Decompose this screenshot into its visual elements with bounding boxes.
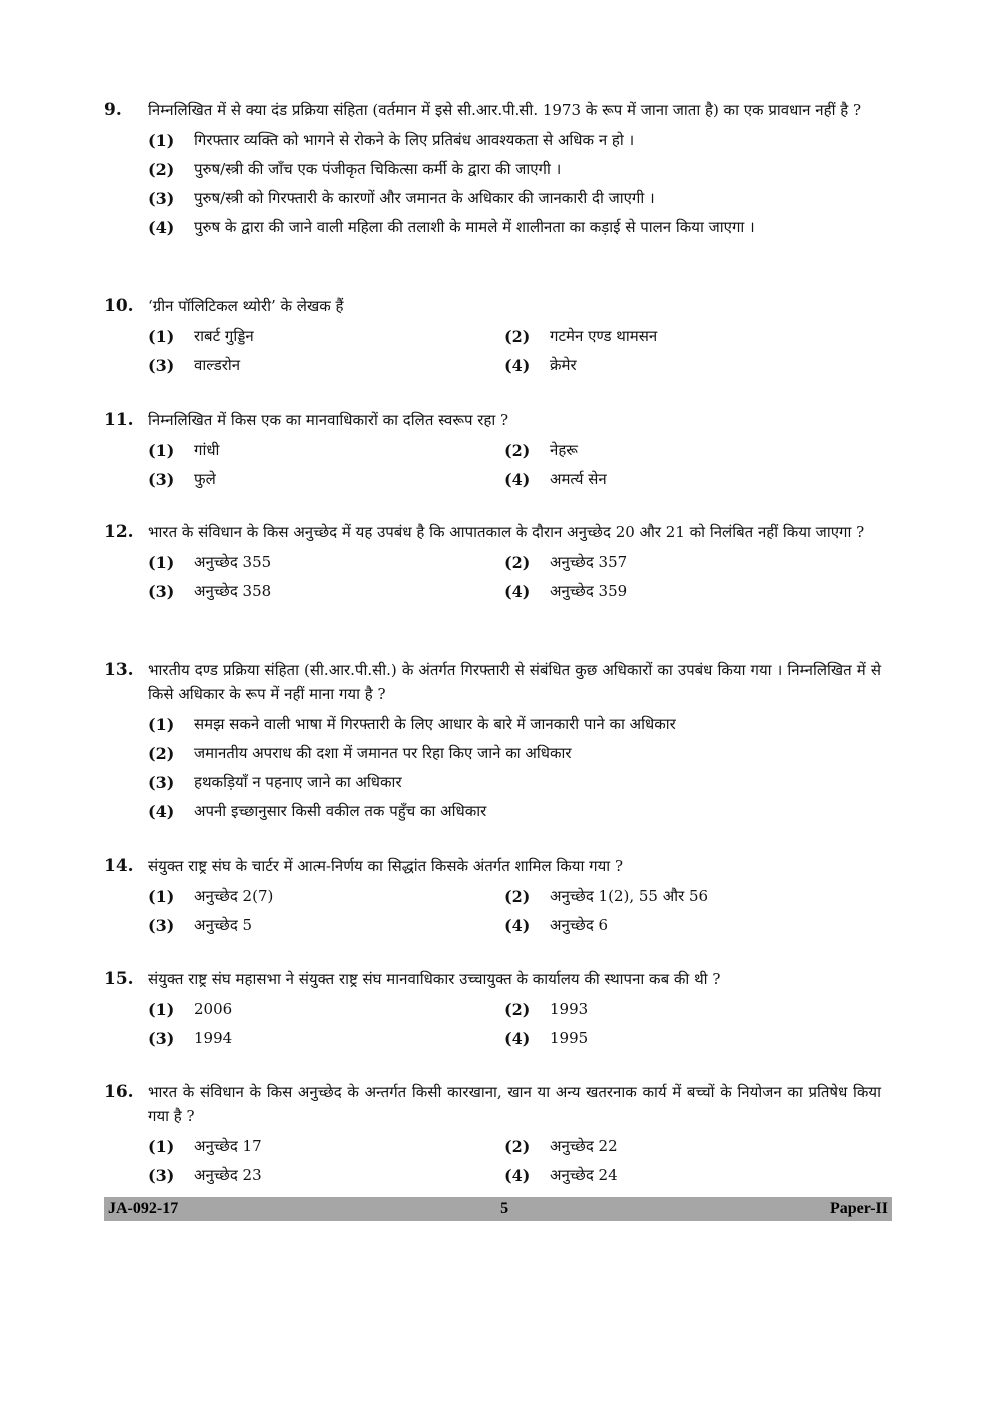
option-2 — [504, 548, 884, 577]
option-number: (1) — [148, 1000, 175, 1019]
option-3 — [148, 577, 504, 606]
option-4 — [504, 351, 884, 380]
option-number: (4) — [504, 582, 531, 601]
options-grid — [148, 882, 884, 940]
option-text: गांधी — [194, 441, 220, 459]
option-number: (3) — [148, 582, 175, 601]
option-number: (4) — [504, 470, 531, 489]
options-list — [148, 126, 884, 242]
option-text: समझ सकने वाली भाषा में गिरफ्तारी के लिए आधार के बारे में जानकारी पाने का अधिकार — [194, 715, 676, 733]
option-3 — [148, 1161, 504, 1190]
option-number: (1) — [148, 327, 175, 346]
options-grid — [148, 548, 884, 606]
option-3 — [148, 1024, 504, 1053]
option-text: नेहरू — [550, 441, 578, 459]
question-14 — [104, 854, 884, 940]
option-text: अनुच्छेद 24 — [550, 1166, 618, 1184]
option-text: अनुच्छेद 359 — [550, 582, 628, 600]
option-2 — [504, 995, 884, 1024]
question-text: भारतीय दण्ड प्रक्रिया संहिता (सी.आर.पी.सी.) के अंतर्गत गिरफ्तारी से संबंधित कुछ अधिकारों का उपबंध किया गया । निम्नलिखित में से किसे अधिकार के रूप में नहीं माना गया है ? — [148, 661, 881, 703]
question-number: 16. — [104, 1082, 134, 1102]
option-text: गिरफ्तार व्यक्ति को भागने से रोकने के लिए प्रतिबंध आवश्यकता से अधिक न हो । — [194, 131, 635, 149]
question-number: 15. — [104, 969, 134, 989]
option-4 — [148, 797, 884, 826]
option-number: (3) — [148, 916, 175, 935]
options-grid — [148, 1132, 884, 1190]
options-grid — [148, 436, 884, 494]
option-number: (2) — [504, 327, 531, 346]
option-number: (3) — [148, 1166, 175, 1185]
option-text: पुरुष के द्वारा की जाने वाली महिला की तलाशी के मामले में शालीनता का कड़ाई से पालन किया जाएगा । — [194, 218, 755, 236]
option-2 — [504, 436, 884, 465]
option-text: अनुच्छेद 358 — [194, 582, 272, 600]
option-1 — [148, 710, 884, 739]
option-text: अनुच्छेद 22 — [550, 1137, 618, 1155]
question-16 — [104, 1080, 884, 1190]
option-4 — [504, 911, 884, 940]
option-2 — [148, 739, 884, 768]
question-text: ‘ग्रीन पॉलिटिकल थ्योरी’ के लेखक हैं — [148, 297, 344, 315]
option-4 — [504, 577, 884, 606]
option-number: (2) — [148, 744, 175, 763]
option-text: पुरुष/स्त्री को गिरफ्तारी के कारणों और जमानत के अधिकार की जानकारी दी जाएगी । — [194, 189, 655, 207]
question-text: भारत के संविधान के किस अनुच्छेद के अन्तर्गत किसी कारखाना, खान या अन्य खतरनाक कार्य में बच्चों के नियोजन का प्रतिषेध किया गया है ? — [148, 1083, 881, 1125]
option-2 — [148, 155, 884, 184]
option-1 — [148, 436, 504, 465]
question-number: 9. — [104, 100, 122, 120]
option-1 — [148, 995, 504, 1024]
option-number: (2) — [504, 887, 531, 906]
option-text: अनुच्छेद 6 — [550, 916, 609, 934]
option-number: (2) — [504, 553, 531, 572]
option-text: 1995 — [550, 1029, 589, 1047]
question-12 — [104, 520, 884, 606]
question-number: 12. — [104, 522, 134, 542]
option-number: (2) — [504, 1000, 531, 1019]
question-11 — [104, 408, 884, 494]
option-2 — [504, 322, 884, 351]
option-number: (2) — [504, 1137, 531, 1156]
option-number: (3) — [148, 356, 175, 375]
option-text: अनुच्छेद 23 — [194, 1166, 262, 1184]
option-4 — [504, 1161, 884, 1190]
options-list — [148, 710, 884, 826]
option-text: पुरुष/स्त्री की जाँच एक पंजीकृत चिकित्सा कर्मी के द्वारा की जाएगी । — [194, 160, 562, 178]
question-text: निम्नलिखित में किस एक का मानवाधिकारों का दलित स्वरूप रहा ? — [148, 411, 509, 429]
question-number: 14. — [104, 856, 134, 876]
question-text: संयुक्त राष्ट्र संघ महासभा ने संयुक्त राष्ट्र संघ मानवाधिकार उच्चायुक्त के कार्यालय की स्थापना कब की थी ? — [148, 970, 721, 988]
option-1 — [148, 882, 504, 911]
question-15 — [104, 967, 884, 1053]
option-number: (4) — [148, 218, 175, 237]
question-text: भारत के संविधान के किस अनुच्छेद में यह उपबंध है कि आपातकाल के दौरान अनुच्छेद 20 और 21 को निलंबित नहीं किया जाएगा ? — [148, 523, 865, 541]
page-footer — [104, 1197, 892, 1221]
question-10 — [104, 294, 884, 380]
option-text: अनुच्छेद 2(7) — [194, 887, 274, 905]
option-text: गटमेन एण्ड थामसन — [550, 327, 658, 345]
option-text: फुले — [194, 470, 216, 488]
option-text: अनुच्छेद 357 — [550, 553, 628, 571]
option-number: (2) — [504, 441, 531, 460]
option-number: (1) — [148, 441, 175, 460]
option-text: क्रेमेर — [550, 356, 577, 374]
paper-label: Paper-II — [829, 1200, 888, 1217]
option-text: 1994 — [194, 1029, 233, 1047]
option-text: 2006 — [194, 1000, 233, 1018]
option-number: (4) — [504, 1166, 531, 1185]
option-text: 1993 — [550, 1000, 589, 1018]
question-number: 11. — [104, 410, 134, 430]
option-number: (1) — [148, 887, 175, 906]
option-3 — [148, 351, 504, 380]
question-number: 13. — [104, 660, 134, 680]
option-number: (3) — [148, 773, 175, 792]
option-2 — [504, 882, 884, 911]
paper-code: JA-092-17 — [108, 1200, 179, 1217]
option-4 — [504, 465, 884, 494]
option-number: (4) — [504, 356, 531, 375]
option-number: (2) — [148, 160, 175, 179]
option-number: (3) — [148, 1029, 175, 1048]
options-grid — [148, 322, 884, 380]
option-3 — [148, 911, 504, 940]
question-text: संयुक्त राष्ट्र संघ के चार्टर में आत्म-निर्णय का सिद्धांत किसके अंतर्गत शामिल किया गया ? — [148, 857, 623, 875]
option-number: (4) — [504, 916, 531, 935]
option-number: (1) — [148, 1137, 175, 1156]
option-1 — [148, 548, 504, 577]
option-text: अनुच्छेद 1(2), 55 और 56 — [550, 887, 709, 905]
option-number: (4) — [148, 802, 175, 821]
page-number: 5 — [500, 1200, 509, 1217]
option-3 — [148, 184, 884, 213]
option-text: अनुच्छेद 17 — [194, 1137, 262, 1155]
option-1 — [148, 1132, 504, 1161]
option-text: अमर्त्य सेन — [550, 470, 607, 488]
options-grid — [148, 995, 884, 1053]
option-1 — [148, 126, 884, 155]
option-number: (1) — [148, 715, 175, 734]
option-text: हथकड़ियाँ न पहनाए जाने का अधिकार — [194, 773, 402, 791]
option-3 — [148, 768, 884, 797]
option-1 — [148, 322, 504, 351]
option-text: जमानतीय अपराध की दशा में जमानत पर रिहा किए जाने का अधिकार — [194, 744, 572, 762]
option-text: राबर्ट गुड्डिन — [194, 327, 254, 345]
question-9 — [104, 98, 884, 242]
option-text: अनुच्छेद 5 — [194, 916, 253, 934]
option-text: अपनी इच्छानुसार किसी वकील तक पहुँच का अधिकार — [194, 802, 487, 820]
option-text: वाल्डरोन — [194, 356, 241, 374]
option-2 — [504, 1132, 884, 1161]
question-13 — [104, 658, 884, 826]
option-3 — [148, 465, 504, 494]
option-number: (3) — [148, 189, 175, 208]
option-number: (1) — [148, 553, 175, 572]
option-number: (1) — [148, 131, 175, 150]
option-text: अनुच्छेद 355 — [194, 553, 272, 571]
option-number: (3) — [148, 470, 175, 489]
question-number: 10. — [104, 296, 134, 316]
option-4 — [504, 1024, 884, 1053]
option-4 — [148, 213, 884, 242]
option-number: (4) — [504, 1029, 531, 1048]
question-text: निम्नलिखित में से क्या दंड प्रक्रिया संहिता (वर्तमान में इसे सी.आर.पी.सी. 1973 के रूप में जाना जाता है) का एक प्रावधान नहीं है ? — [148, 101, 861, 119]
